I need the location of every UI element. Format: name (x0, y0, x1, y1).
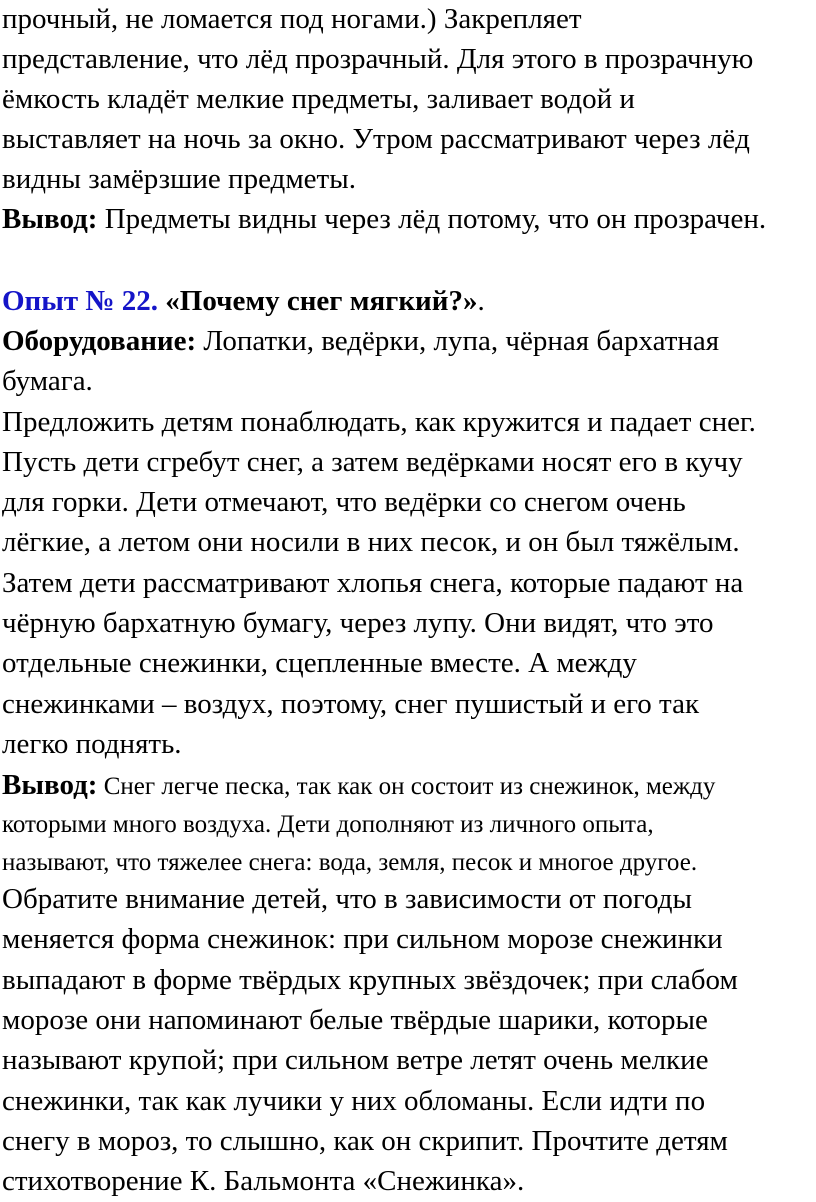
paragraph-line: Пусть дети сгребут снег, а затем ведёрками носят его в кучу (2, 446, 743, 478)
paragraph-line: морозе они напоминают белые твёрдые шарики, которые (2, 1004, 708, 1036)
experiment-title: «Почему снег мягкий?» (158, 285, 478, 317)
equipment-text: Лопатки, ведёрки, лупа, чёрная бархатная (196, 325, 720, 357)
paragraph-line: выставляет на ночь за окно. Утром рассматривают через лёд (2, 123, 750, 155)
conclusion-line: которыми много воздуха. Дети дополняют из личного опыта, (2, 811, 654, 838)
conclusion-line (2, 202, 766, 236)
paragraph-line: Затем дети рассматривают хлопья снега, которые падают на (2, 567, 744, 599)
conclusion-label: Вывод: (2, 769, 98, 801)
equipment-label: Оборудование: (2, 325, 197, 357)
conclusion-text: Предметы видны через лёд потому, что он прозрачен. (97, 203, 767, 235)
paragraph-line: ёмкость кладёт мелкие предметы, заливает водой и (2, 83, 635, 115)
paragraph-line: для горки. Дети отмечают, что ведёрки со снегом очень (2, 486, 686, 518)
paragraph-line: снегу в мороз, то слышно, как он скрипит. Прочтите детям (2, 1125, 728, 1157)
paragraph-line: представление, что лёд прозрачный. Для этого в прозрачную (2, 43, 754, 75)
paragraph-line: Предложить детям понаблюдать, как кружится и падает снег. (2, 406, 756, 438)
paragraph-line: лёгкие, а летом они носили в них песок, и он был тяжёлым. (2, 526, 740, 558)
paragraph-line: легко поднять. (2, 728, 182, 760)
conclusion-text: Снег легче песка, так как он состоит из снежинок, между (97, 773, 716, 800)
conclusion-line (2, 768, 715, 804)
paragraph-line: называют крупой; при сильном ветре летят очень мелкие (2, 1044, 709, 1076)
paragraph-line: чёрную бархатную бумагу, через лупу. Они видят, что это (2, 607, 714, 639)
conclusion-line: называют, что тяжелее снега: вода, земля, песок и многое другое. (2, 849, 698, 876)
equipment-line (2, 324, 719, 358)
experiment-title-end: . (477, 285, 485, 317)
paragraph-line: снежинки, так как лучики у них обломаны. Если идти по (2, 1085, 706, 1117)
equipment-line-cont: бумага. (2, 365, 93, 397)
paragraph-line: прочный, не ломается под ногами.) Закрепляет (2, 3, 582, 35)
paragraph-line: отдельные снежинки, сцепленные вместе. А между (2, 647, 637, 679)
experiment-heading (2, 284, 485, 318)
paragraph-line: стихотворение К. Бальмонта «Снежинка». (2, 1165, 525, 1197)
paragraph-line: Обратите внимание детей, что в зависимости от погоды (2, 883, 692, 915)
paragraph-line: выпадают в форме твёрдых крупных звёздочек; при слабом (2, 964, 738, 996)
paragraph-line: меняется форма снежинок: при сильном морозе снежинки (2, 923, 723, 955)
paragraph-line: видны замёрзшие предметы. (2, 163, 356, 195)
paragraph-line: снежинками – воздух, поэтому, снег пушистый и его так (2, 688, 700, 720)
experiment-number: Опыт № 22. (2, 285, 159, 317)
conclusion-label: Вывод: (2, 203, 98, 235)
